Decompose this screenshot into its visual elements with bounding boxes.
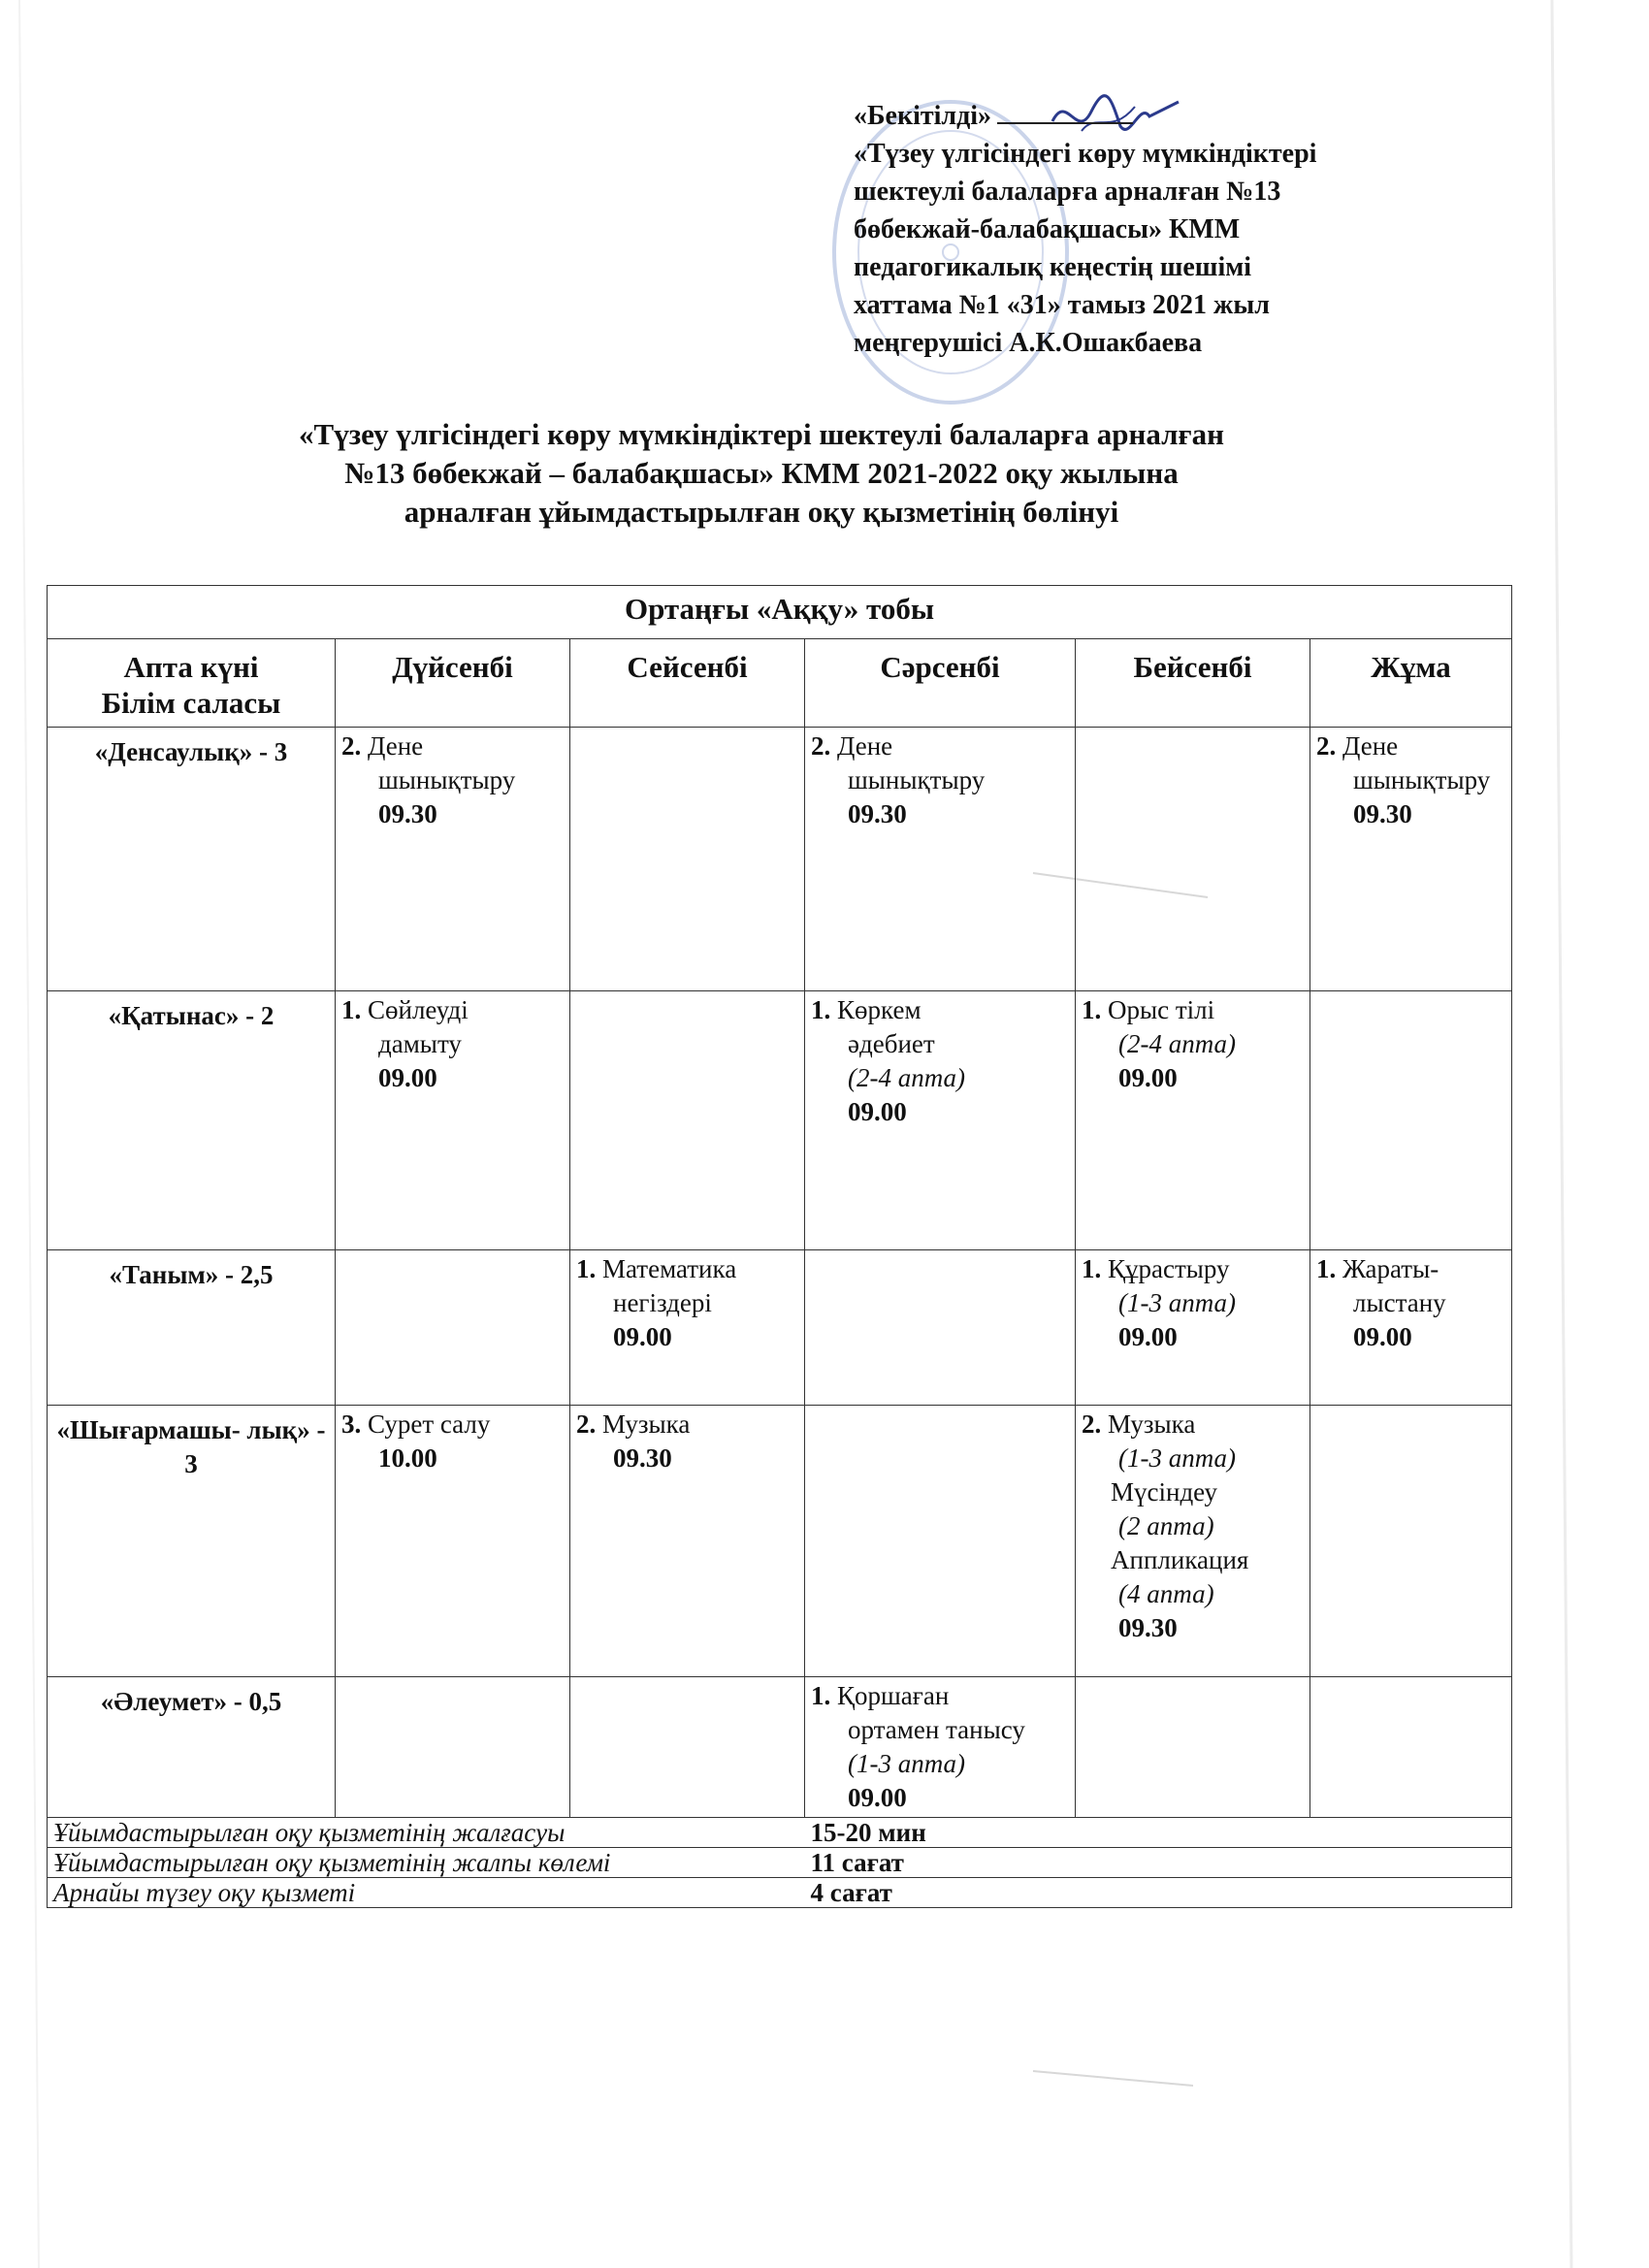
activity-name: шынықтыру: [378, 765, 516, 794]
activity-line: [341, 993, 564, 1027]
activity-line: [576, 1252, 798, 1286]
schedule-cell: [1076, 991, 1310, 1250]
approval-line: педагогикалық кеңестің шешімі: [854, 252, 1252, 282]
activity-line: [1082, 1408, 1304, 1442]
schedule-table: [47, 585, 1512, 1908]
summary-label: Арнайы түзеу оқу қызметі: [48, 1878, 805, 1908]
activity-line: [341, 729, 564, 763]
week-note: (2 апта): [1118, 1511, 1214, 1540]
approval-line: меңгерушісі А.К.Ошакбаева: [854, 328, 1203, 358]
activity-line: [1316, 763, 1505, 797]
schedule-cell: [1310, 991, 1512, 1250]
activity-line: [1316, 1286, 1505, 1320]
header-week-day: Апта күні: [123, 650, 259, 684]
activity-time: 09.30: [613, 1443, 672, 1473]
header-day: Сейсенбі: [570, 639, 805, 728]
schedule-cell: [805, 1250, 1076, 1406]
activity-name: Сөйлеуді: [368, 995, 469, 1024]
activity-time: 09.00: [378, 1063, 437, 1092]
summary-row: [48, 1818, 1512, 1848]
title-line: арналған ұйымдастырылған оқу қызметінің бөлінуі: [404, 495, 1119, 529]
summary-row: [48, 1878, 1512, 1908]
activity-number: 1.: [1082, 995, 1102, 1024]
signature-line: [997, 97, 1133, 124]
area-cell: «Денсаулық» - 3: [48, 728, 336, 991]
activity-number: 1.: [811, 995, 831, 1024]
schedule-cell: [570, 728, 805, 991]
activity-name: ортамен танысу: [848, 1715, 1025, 1744]
activity-line: [811, 763, 1069, 797]
activity-line: [1316, 729, 1505, 763]
activity-line: [341, 1027, 564, 1061]
schedule-cell: [336, 1406, 570, 1677]
schedule-cell: [1076, 1406, 1310, 1677]
schedule-cell: [570, 1677, 805, 1818]
approval-heading: [854, 97, 1474, 135]
activity-line: [1082, 1252, 1304, 1286]
week-note: (2-4 апта): [1118, 1029, 1237, 1058]
activity-line: [811, 1713, 1069, 1747]
activity-line: [341, 1408, 564, 1442]
schedule-cell: [805, 728, 1076, 991]
table-row: [48, 991, 1512, 1250]
activity-line: [811, 1679, 1069, 1713]
schedule-cell: [336, 1250, 570, 1406]
area-cell: «Әлеумет» - 0,5: [48, 1677, 336, 1818]
approval-line: хаттама №1 «31» тамыз 2021 жыл: [854, 290, 1270, 320]
schedule-cell: [336, 1677, 570, 1818]
activity-number: 1.: [1082, 1254, 1102, 1283]
schedule-cell: [1310, 1250, 1512, 1406]
activity-time: 10.00: [378, 1443, 437, 1473]
week-note: (4 апта): [1118, 1579, 1214, 1608]
activity-name: Мүсіндеу: [1111, 1477, 1217, 1507]
header-day: Дүйсенбі: [336, 639, 570, 728]
table-row: [48, 1250, 1512, 1406]
summary-row: [48, 1848, 1512, 1878]
activity-number: 1.: [576, 1254, 597, 1283]
activity-name: Дене: [837, 731, 893, 761]
activity-name: Дене: [368, 731, 424, 761]
activity-number: 2.: [341, 731, 362, 761]
table-row: [48, 728, 1512, 991]
summary-value: 4 сағат: [805, 1878, 1512, 1908]
area-cell: «Шығармашы- лық» - 3: [48, 1406, 336, 1677]
summary-label: Ұйымдастырылған оқу қызметінің жалғасуы: [48, 1818, 805, 1848]
approval-block: [854, 97, 1474, 362]
week-note: (1-3 апта): [848, 1749, 966, 1778]
activity-time: 09.00: [848, 1783, 907, 1812]
activity-line: [811, 1027, 1069, 1061]
activity-number: 1.: [1316, 1254, 1337, 1283]
activity-line: [1082, 993, 1304, 1027]
schedule-cell: [570, 1406, 805, 1677]
activity-name: Музыка: [602, 1409, 691, 1439]
activity-time: 09.00: [848, 1097, 907, 1126]
activity-name: дамыту: [378, 1029, 462, 1058]
week-note: (1-3 апта): [1118, 1288, 1237, 1317]
group-name: Ортаңғы «Аққу» тобы: [48, 586, 1512, 639]
activity-time: 09.00: [613, 1322, 672, 1351]
activity-time: 09.30: [378, 799, 437, 828]
activity-name: Аппликация: [1111, 1545, 1249, 1574]
activity-name: негіздері: [613, 1288, 712, 1317]
activity-name: Көркем: [837, 995, 922, 1024]
header-area: Білім саласы: [101, 686, 281, 720]
activity-number: 2.: [1082, 1409, 1102, 1439]
schedule-cell: [1076, 728, 1310, 991]
activity-name: Математика: [602, 1254, 737, 1283]
header-day: Бейсенбі: [1076, 639, 1310, 728]
schedule-cell: [1310, 1406, 1512, 1677]
activity-time: 09.00: [1118, 1063, 1178, 1092]
activity-line: [341, 763, 564, 797]
activity-time: 09.00: [1118, 1322, 1178, 1351]
document-title: [116, 415, 1406, 532]
activity-name: лыстану: [1353, 1288, 1446, 1317]
activity-name: Орыс тілі: [1108, 995, 1215, 1024]
activity-number: 2.: [811, 731, 831, 761]
activity-time: 09.00: [1353, 1322, 1412, 1351]
summary-value: 11 сағат: [805, 1848, 1512, 1878]
activity-time: 09.30: [848, 799, 907, 828]
approval-line: «Түзеу үлгісіндегі көру мүмкіндіктері: [854, 139, 1317, 169]
area-cell: «Қатынас» - 2: [48, 991, 336, 1250]
header-first-column: [48, 639, 336, 728]
activity-number: 1.: [341, 995, 362, 1024]
area-cell: «Таным» - 2,5: [48, 1250, 336, 1406]
schedule-cell: [805, 1677, 1076, 1818]
activity-line: [811, 993, 1069, 1027]
activity-name: Құрастыру: [1108, 1254, 1230, 1283]
title-line: №13 бөбекжай – балабақшасы» КММ 2021-2022 оқу жылына: [344, 456, 1179, 490]
approval-line: бөбекжай-балабақшасы» КММ: [854, 214, 1241, 244]
schedule-cell: [570, 991, 805, 1250]
schedule-cell: [805, 1406, 1076, 1677]
activity-line: [576, 1408, 798, 1442]
activity-name: шынықтыру: [848, 765, 986, 794]
title-line: «Түзеу үлгісіндегі көру мүмкіндіктері шектеулі балаларға арналған: [299, 417, 1224, 451]
table-row: [48, 1406, 1512, 1677]
schedule-cell: [570, 1250, 805, 1406]
activity-name: әдебиет: [848, 1029, 935, 1058]
activity-name: Қоршаған: [837, 1681, 950, 1710]
schedule-cell: [1076, 1250, 1310, 1406]
activity-name: Сурет салу: [368, 1409, 491, 1439]
schedule-cell: [1310, 728, 1512, 991]
week-note: (1-3 апта): [1118, 1443, 1237, 1473]
schedule-cell: [805, 991, 1076, 1250]
summary-label: Ұйымдастырылған оқу қызметінің жалпы көлемі: [48, 1848, 805, 1878]
summary-value: 15-20 мин: [805, 1818, 1512, 1848]
activity-line: [576, 1286, 798, 1320]
header-day: Сәрсенбі: [805, 639, 1076, 728]
week-note: (2-4 апта): [848, 1063, 966, 1092]
schedule-cell: [1076, 1677, 1310, 1818]
activity-number: 2.: [1316, 731, 1337, 761]
activity-line: [811, 729, 1069, 763]
table-row: [48, 1677, 1512, 1818]
activity-number: 2.: [576, 1409, 597, 1439]
activity-number: 3.: [341, 1409, 362, 1439]
activity-name: шынықтыру: [1353, 765, 1491, 794]
schedule-cell: [336, 991, 570, 1250]
activity-line: [1316, 1252, 1505, 1286]
approved-label: «Бекітілді»: [854, 101, 992, 131]
activity-time: 09.30: [1353, 799, 1412, 828]
header-day: Жұма: [1310, 639, 1512, 728]
activity-name: Музыка: [1108, 1409, 1196, 1439]
schedule-cell: [336, 728, 570, 991]
activity-time: 09.30: [1118, 1613, 1178, 1642]
activity-number: 1.: [811, 1681, 831, 1710]
activity-name: Дене: [1342, 731, 1399, 761]
approval-line: шектеулі балаларға арналған №13: [854, 177, 1281, 207]
activity-name: Жараты-: [1342, 1254, 1439, 1283]
schedule-cell: [1310, 1677, 1512, 1818]
